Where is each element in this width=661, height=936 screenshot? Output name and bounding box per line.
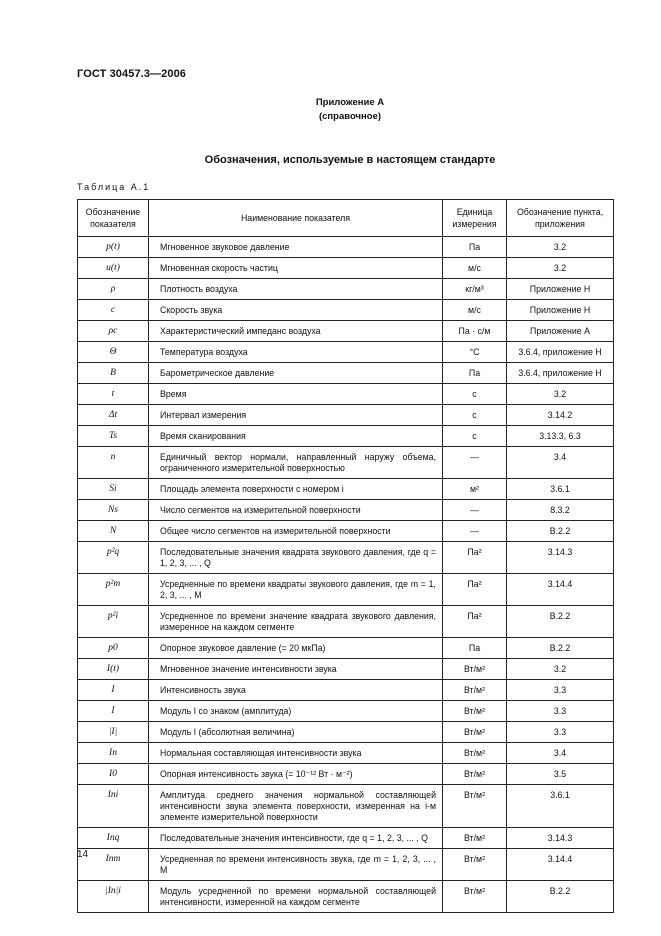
row-symbol: N	[78, 521, 149, 542]
column-header-unit: Единица измерения	[443, 200, 507, 237]
table-row	[78, 701, 614, 722]
row-name: Модуль I со знаком (амплитуда)	[149, 701, 443, 722]
row-unit: —	[443, 500, 507, 521]
row-unit: м²	[443, 479, 507, 500]
row-ref: 3.3	[507, 701, 614, 722]
row-symbol: p²q	[78, 542, 149, 574]
row-name: Скорость звука	[149, 300, 443, 321]
table-row	[78, 405, 614, 426]
row-ref: 3.2	[507, 237, 614, 258]
row-ref: 3.2	[507, 258, 614, 279]
annex-title: Приложение А	[315, 97, 385, 108]
row-name: Интервал измерения	[149, 405, 443, 426]
row-ref: В.2.2	[507, 638, 614, 659]
row-ref: 3.2	[507, 384, 614, 405]
row-ref: 3.6.4, приложение Н	[507, 363, 614, 384]
annex-heading	[0, 96, 661, 124]
row-unit: Па	[443, 363, 507, 384]
table-header-row	[78, 200, 614, 237]
row-name: Нормальная составляющая интенсивности звука	[149, 743, 443, 764]
row-name: Температура воздуха	[149, 342, 443, 363]
row-unit: Вт/м²	[443, 828, 507, 849]
row-name: Барометрическое давление	[149, 363, 443, 384]
table-row	[78, 521, 614, 542]
row-symbol: |I|	[78, 722, 149, 743]
row-unit: Па	[443, 237, 507, 258]
row-name: Последовательные значения интенсивности, где q = 1, 2, 3, ... , Q	[149, 828, 443, 849]
row-ref: В.2.2	[507, 521, 614, 542]
row-name: Усредненные по времени квадраты звукового давления, где m = 1, 2, 3, ... , M	[149, 574, 443, 606]
row-ref: 3.6.1	[507, 479, 614, 500]
section-title: Обозначения, используемые в настоящем стандарте	[204, 154, 496, 166]
row-name: Мгновенное значение интенсивности звука	[149, 659, 443, 680]
row-unit: Па²	[443, 574, 507, 606]
row-name: Мгновенное звуковое давление	[149, 237, 443, 258]
table-row	[78, 849, 614, 881]
row-ref: В.2.2	[507, 881, 614, 913]
document-code: ГОСТ 30457.3—2006	[77, 68, 187, 80]
row-name: Время сканирования	[149, 426, 443, 447]
row-ref: 3.3	[507, 722, 614, 743]
row-ref: 3.6.4, приложение Н	[507, 342, 614, 363]
row-name: Усредненная по времени интенсивность звука, где m = 1, 2, 3, ... , M	[149, 849, 443, 881]
row-unit: —	[443, 521, 507, 542]
row-ref: 3.4	[507, 743, 614, 764]
row-unit: Па · с/м	[443, 321, 507, 342]
row-ref: 3.14.2	[507, 405, 614, 426]
row-ref: 3.14.4	[507, 574, 614, 606]
table-row	[78, 237, 614, 258]
row-symbol: Si	[78, 479, 149, 500]
table-row	[78, 680, 614, 701]
table-row	[78, 363, 614, 384]
table-row	[78, 764, 614, 785]
row-name: Общее число сегментов на измерительной поверхности	[149, 521, 443, 542]
table-row	[78, 300, 614, 321]
column-header-ref: Обозначение пункта, приложения	[507, 200, 614, 237]
row-symbol: I(t)	[78, 659, 149, 680]
row-name: Амплитуда среднего значения нормальной составляющей интенсивности звука элемента поверхности, измеренная на i-м элементе измерительной поверхности	[149, 785, 443, 828]
table-row	[78, 606, 614, 638]
table-row	[78, 426, 614, 447]
row-unit: Вт/м²	[443, 680, 507, 701]
row-symbol: t	[78, 384, 149, 405]
row-unit: Вт/м²	[443, 785, 507, 828]
row-ref: 3.14.4	[507, 849, 614, 881]
row-symbol: Inm	[78, 849, 149, 881]
row-name: Характеристический импеданс воздуха	[149, 321, 443, 342]
row-symbol: Θ	[78, 342, 149, 363]
row-ref: Приложение А	[507, 321, 614, 342]
table-row	[78, 500, 614, 521]
row-ref: В.2.2	[507, 606, 614, 638]
row-unit: с	[443, 426, 507, 447]
table-row	[78, 542, 614, 574]
row-unit: м/с	[443, 300, 507, 321]
row-unit: °С	[443, 342, 507, 363]
table-row	[78, 342, 614, 363]
annex-subtitle: (справочное)	[318, 111, 382, 122]
row-symbol: c	[78, 300, 149, 321]
row-unit: кг/м³	[443, 279, 507, 300]
row-symbol: I	[78, 701, 149, 722]
row-symbol: p(t)	[78, 237, 149, 258]
row-unit: Вт/м²	[443, 764, 507, 785]
row-symbol: Ts	[78, 426, 149, 447]
row-ref: Приложение Н	[507, 300, 614, 321]
row-name: Модуль усредненной по времени нормальной составляющей интенсивности, измеренной на каждом сегменте	[149, 881, 443, 913]
row-name: Мгновенная скорость частиц	[149, 258, 443, 279]
table-row	[78, 638, 614, 659]
row-symbol: I0	[78, 764, 149, 785]
row-unit: с	[443, 405, 507, 426]
row-symbol: n	[78, 447, 149, 479]
row-ref: 3.14.3	[507, 828, 614, 849]
row-symbol: p²i	[78, 606, 149, 638]
row-symbol: p0	[78, 638, 149, 659]
table-row	[78, 574, 614, 606]
row-symbol: Ini	[78, 785, 149, 828]
row-unit: Вт/м²	[443, 743, 507, 764]
row-ref: 3.4	[507, 447, 614, 479]
row-unit: Па	[443, 638, 507, 659]
page-number: 14	[77, 849, 89, 860]
row-symbol: Δt	[78, 405, 149, 426]
row-unit: Вт/м²	[443, 722, 507, 743]
row-name: Площадь элемента поверхности с номером i	[149, 479, 443, 500]
row-name: Интенсивность звука	[149, 680, 443, 701]
row-name: Время	[149, 384, 443, 405]
table-row	[78, 743, 614, 764]
row-name: Усредненное по времени значение квадрата звукового давления, измеренное на каждом сегменте	[149, 606, 443, 638]
row-ref: 3.14.3	[507, 542, 614, 574]
row-name: Плотность воздуха	[149, 279, 443, 300]
row-symbol: u(t)	[78, 258, 149, 279]
row-symbol: |In|i	[78, 881, 149, 913]
row-symbol: p²m	[78, 574, 149, 606]
row-unit: Вт/м²	[443, 881, 507, 913]
row-ref: 3.6.1	[507, 785, 614, 828]
table-row	[78, 447, 614, 479]
row-symbol: ρc	[78, 321, 149, 342]
row-ref: 3.5	[507, 764, 614, 785]
row-ref: 3.3	[507, 680, 614, 701]
row-symbol: B	[78, 363, 149, 384]
row-unit: Па²	[443, 606, 507, 638]
table-row	[78, 828, 614, 849]
row-unit: Вт/м²	[443, 701, 507, 722]
row-name: Модуль I (абсолютная величина)	[149, 722, 443, 743]
row-unit: с	[443, 384, 507, 405]
table-row	[78, 321, 614, 342]
row-name: Единичный вектор нормали, направленный наружу объема, ограниченного измерительной поверхностью	[149, 447, 443, 479]
row-symbol: Ns	[78, 500, 149, 521]
row-name: Последовательные значения квадрата звукового давления, где q = 1, 2, 3, ... , Q	[149, 542, 443, 574]
row-name: Число сегментов на измерительной поверхности	[149, 500, 443, 521]
table-row	[78, 258, 614, 279]
table-row	[78, 659, 614, 680]
row-ref: 3.13.3, 6.3	[507, 426, 614, 447]
table-row	[78, 479, 614, 500]
symbols-table	[77, 199, 614, 913]
row-ref: 3.2	[507, 659, 614, 680]
table-body	[78, 237, 614, 913]
row-unit: —	[443, 447, 507, 479]
row-ref: 8.3.2	[507, 500, 614, 521]
row-unit: м/с	[443, 258, 507, 279]
row-name: Опорное звуковое давление (= 20 мкПа)	[149, 638, 443, 659]
table-row	[78, 384, 614, 405]
row-unit: Вт/м²	[443, 659, 507, 680]
table-row	[78, 881, 614, 913]
row-unit: Па²	[443, 542, 507, 574]
table-row	[78, 785, 614, 828]
table-row	[78, 722, 614, 743]
row-symbol: I	[78, 680, 149, 701]
row-symbol: Inq	[78, 828, 149, 849]
row-ref: Приложение Н	[507, 279, 614, 300]
row-unit: Вт/м²	[443, 849, 507, 881]
column-header-name: Наименование показателя	[149, 200, 443, 237]
table-caption: Таблица А.1	[77, 182, 151, 192]
row-symbol: In	[78, 743, 149, 764]
row-symbol: ρ	[78, 279, 149, 300]
table-row	[78, 279, 614, 300]
row-name: Опорная интенсивность звука (= 10⁻¹² Вт · м⁻²)	[149, 764, 443, 785]
column-header-symbol: Обозначение показателя	[78, 200, 149, 237]
